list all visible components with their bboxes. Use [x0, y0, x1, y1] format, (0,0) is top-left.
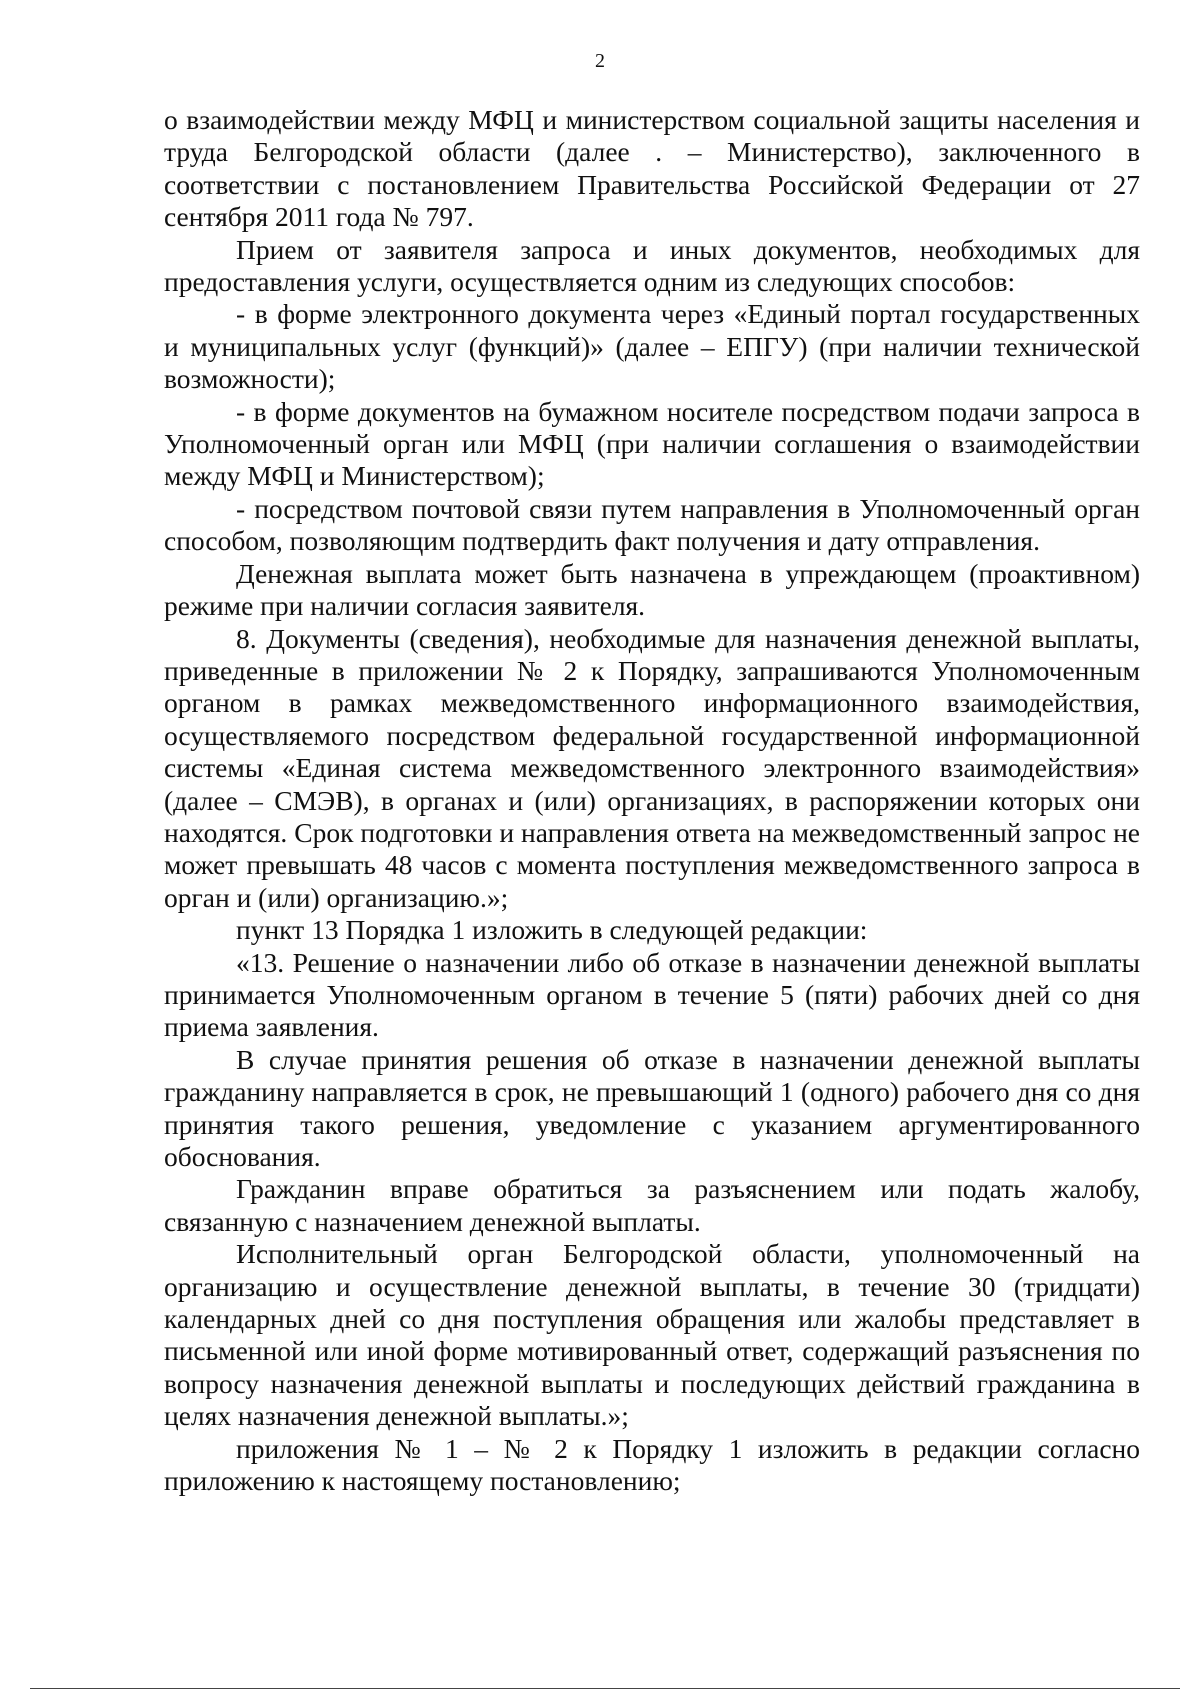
list-item: - в форме электронного документа через «Единый портал государственных и муниципальных услуг (функций)» (далее – ЕПГУ) (при наличии технической возможности);: [164, 298, 1140, 395]
paragraph: 8. Документы (сведения), необходимые для назначения денежной выплаты, приведенные в приложении № 2 к Порядку, запрашиваются Уполномоченным органом в рамках межведомственного информационного взаимодействия, осуществляемого посредством федеральной государственной информационной системы «Единая система межведомственного электронного взаимодействия» (далее – СМЭВ), в органах и (или) организациях, в распоряжении которых они находятся. Срок подготовки и направления ответа на межведомственный запрос не может превышать 48 часов с момента поступления межведомственного запроса в орган и (или) организацию.»;: [164, 622, 1140, 913]
paragraph: В случае принятия решения об отказе в назначении денежной выплаты гражданину направляется в срок, не превышающий 1 (одного) рабочего дня со дня принятия такого решения, уведомление с указанием аргументированного обоснования.: [164, 1043, 1140, 1172]
paragraph: Денежная выплата может быть назначена в упреждающем (проактивном) режиме при наличии согласия заявителя.: [164, 557, 1140, 622]
page-bottom-rule: [30, 1688, 1180, 1689]
paragraph: Гражданин вправе обратиться за разъяснением или подать жалобу, связанную с назначением денежной выплаты.: [164, 1173, 1140, 1237]
page-number: 2: [595, 50, 605, 72]
paragraph: о взаимодействии между МФЦ и министерством социальной защиты населения и труда Белгородской области (далее . – Министерство), заключенного в соответствии с постановлением Правительства Российской Федерации от 27 сентября 2011 года № 797.: [164, 104, 1140, 233]
paragraph: приложения № 1 – № 2 к Порядку 1 изложить в редакции согласно приложению к настоящему постановлению;: [164, 1432, 1140, 1497]
paragraph: Прием от заявителя запроса и иных документов, необходимых для предоставления услуги, осуществляется одним из следующих способов:: [164, 233, 1140, 298]
paragraph: Исполнительный орган Белгородской области, уполномоченный на организацию и осуществление денежной выплаты, в течение 30 (тридцати) календарных дней со дня поступления обращения или жалобы представляет в письменной или иной форме мотивированный ответ, содержащий разъяснения по вопросу назначения денежной выплаты и последующих действий гражданина в целях назначения денежной выплаты.»;: [164, 1238, 1140, 1432]
paragraph: пункт 13 Порядка 1 изложить в следующей редакции:: [236, 914, 868, 946]
list-item: - в форме документов на бумажном носителе посредством подачи запроса в Уполномоченный орган или МФЦ (при наличии соглашения о взаимодействии между МФЦ и Министерством);: [164, 395, 1140, 492]
document-body: [164, 104, 1140, 1497]
paragraph: «13. Решение о назначении либо об отказе в назначении денежной выплаты принимается Уполномоченным органом в течение 5 (пяти) рабочих дней со дня приема заявления.: [164, 946, 1140, 1043]
list-item: - посредством почтовой связи путем направления в Уполномоченный орган способом, позволяющим подтвердить факт получения и дату отправления.: [164, 492, 1140, 557]
